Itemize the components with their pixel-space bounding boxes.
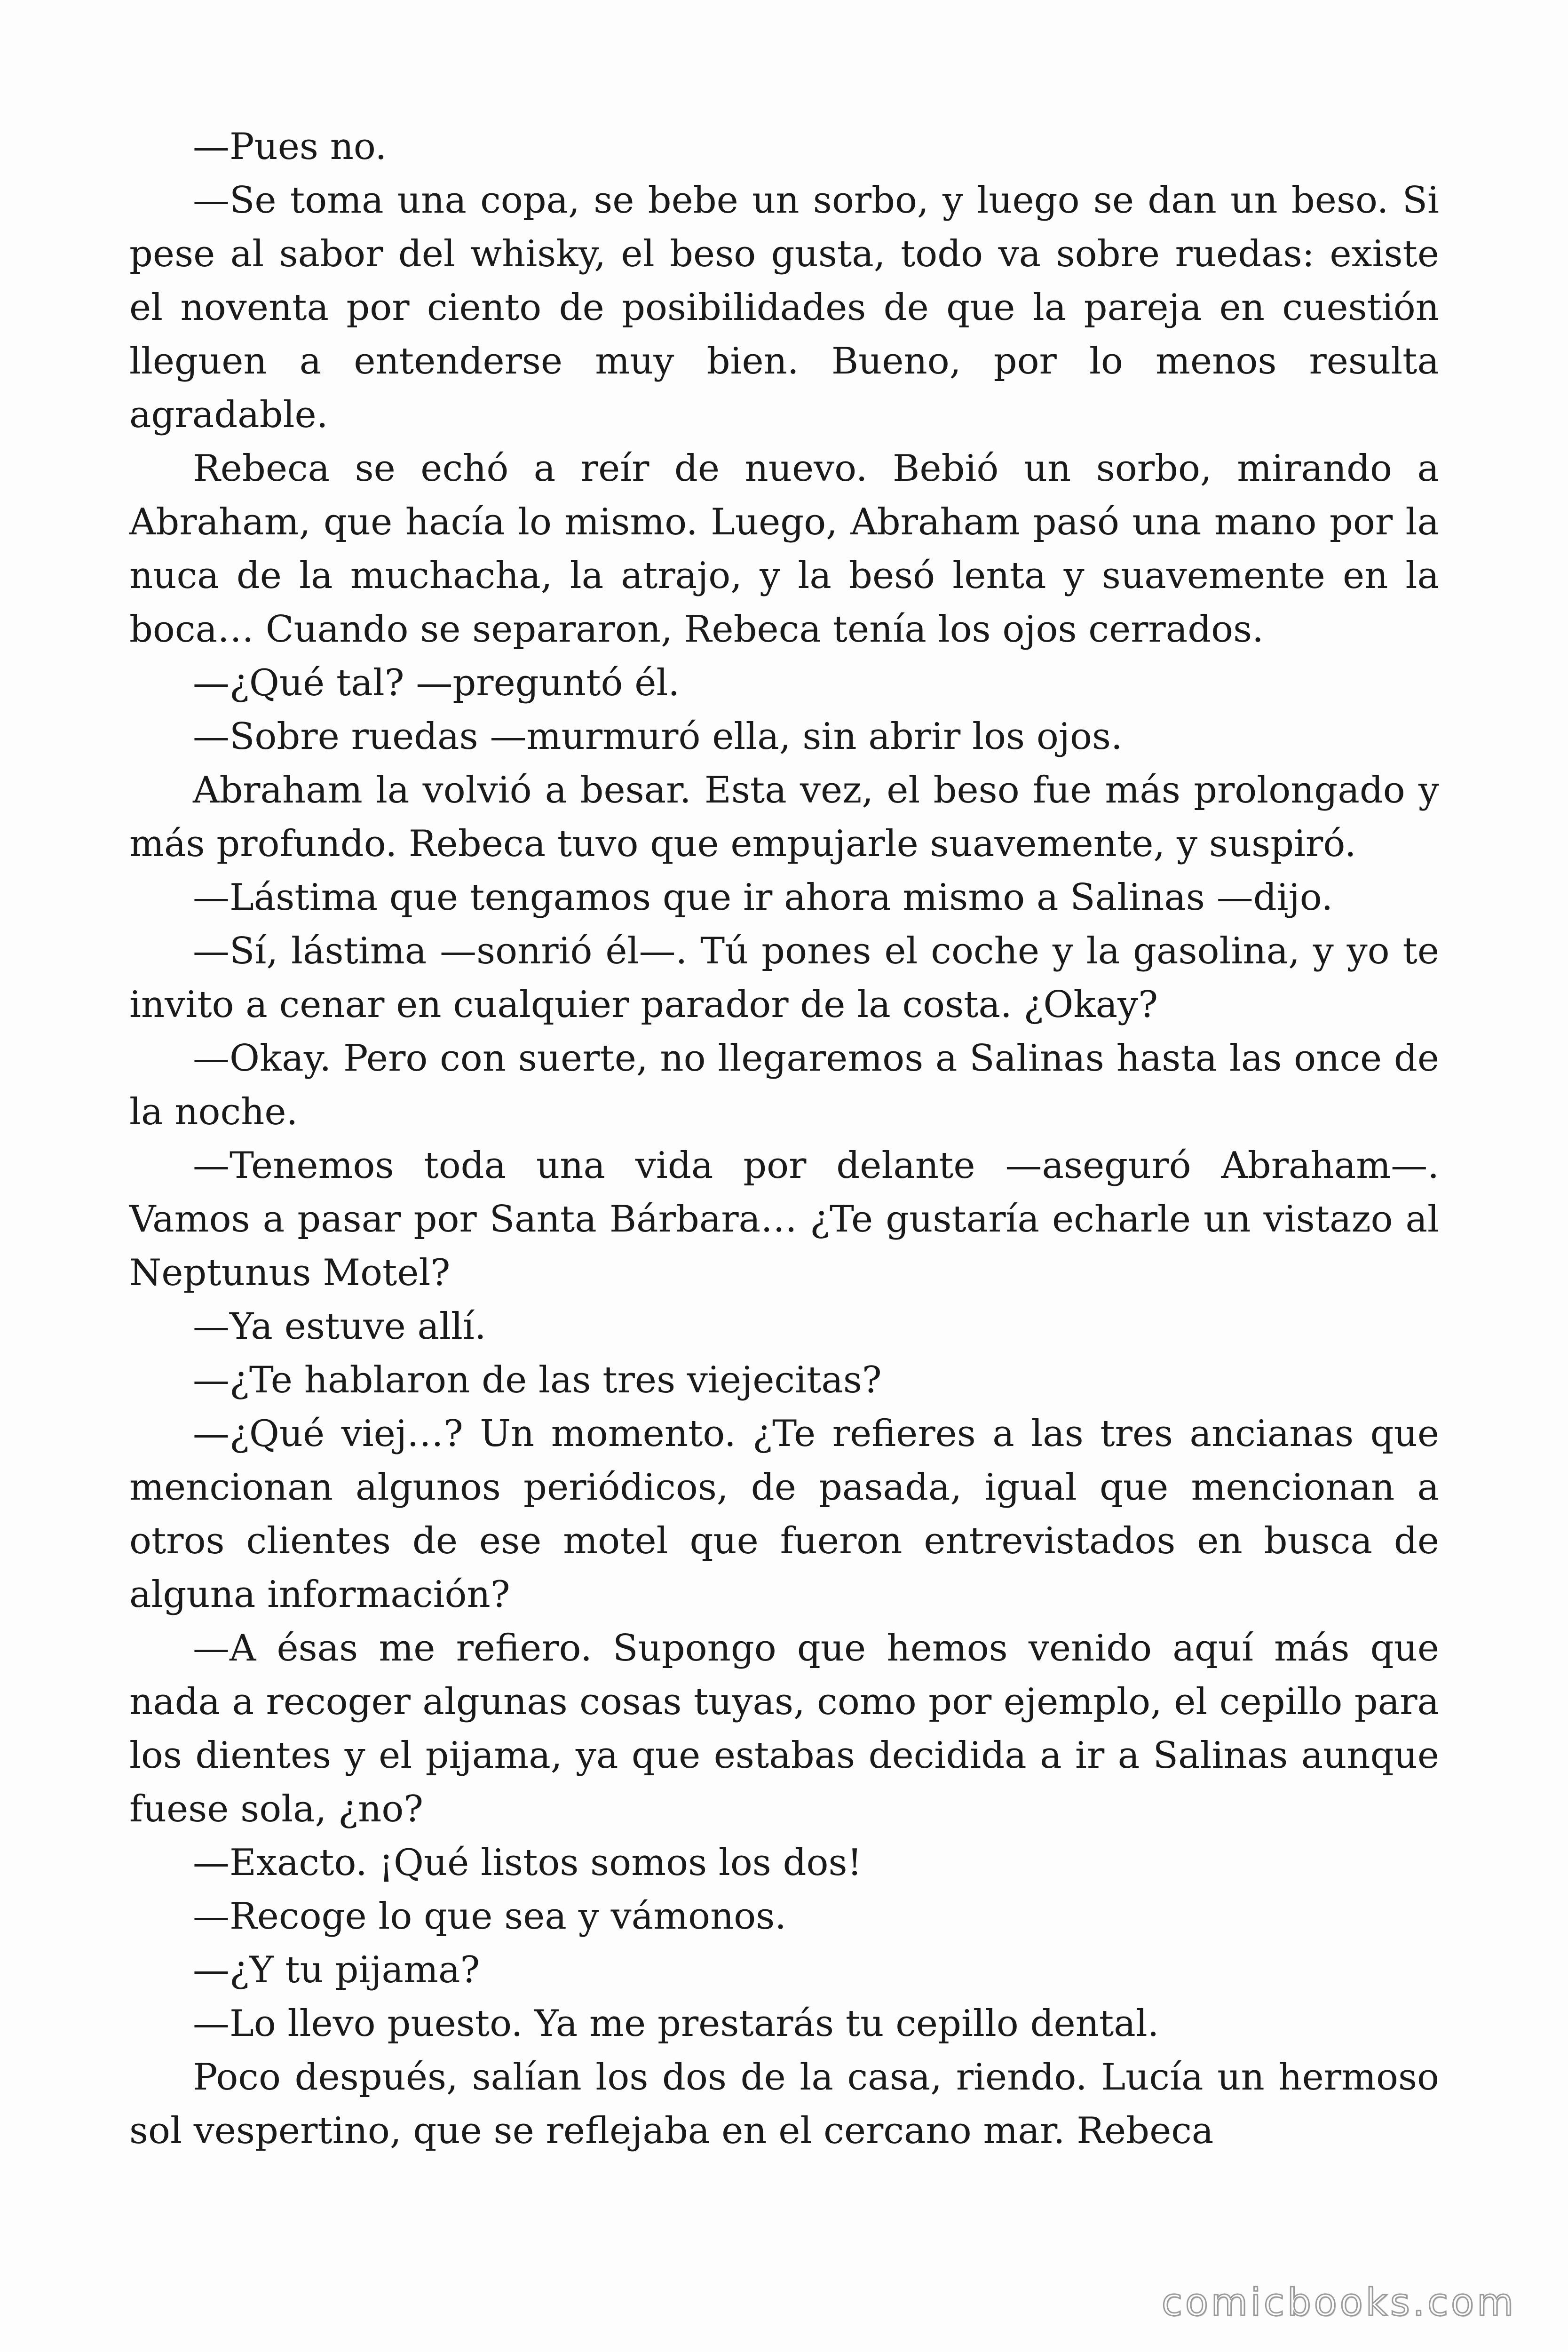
paragraph-16: —Recoge lo que sea y vámonos. [193, 1895, 787, 1938]
paragraph-2: —Se toma una copa, se bebe un sorbo, y luego se dan un beso. Si pese al sabor del whisky, el beso gusta, todo va sobre ruedas: existe el noventa por ciento de posibilidades de que la pareja en cuestión lleguen a entenderse muy bien. Bueno, por lo menos resulta agradable. [129, 179, 1439, 436]
paragraph-15: —Exacto. ¡Qué listos somos los dos! [193, 1842, 862, 1884]
paragraph-17: —¿Y tu pijama? [193, 1949, 480, 1991]
paragraph-8: —Sí, lástima —sonrió él—. Tú pones el coche y la gasolina, y yo te invito a cenar en cualquier parador de la costa. ¿Okay? [129, 930, 1439, 1026]
paragraph-11: —Ya estuve allí. [193, 1305, 486, 1348]
paragraph-1: —Pues no. [193, 126, 387, 168]
paragraph-6: Abraham la volvió a besar. Esta vez, el beso fue más prolongado y más profundo. Rebeca tuvo que empujarle suavemente, y suspiró. [129, 769, 1439, 865]
paragraph-12: —¿Te hablaron de las tres viejecitas? [193, 1359, 882, 1401]
paragraph-10: —Tenemos toda una vida por delante —aseguró Abraham—. Vamos a pasar por Santa Bárbara… ¿Te gustaría echarle un vistazo al Neptunus Motel? [129, 1144, 1439, 1294]
paragraph-7: —Lástima que tengamos que ir ahora mismo a Salinas —dijo. [193, 876, 1333, 919]
paragraph-4: —¿Qué tal? —preguntó él. [193, 662, 680, 704]
paragraph-18: —Lo llevo puesto. Ya me prestarás tu cepillo dental. [193, 2002, 1159, 2045]
paragraph-13: —¿Qué viej…? Un momento. ¿Te refieres a las tres ancianas que mencionan algunos periódicos, de pasada, igual que mencionan a otros clientes de ese motel que fueron entrevistados en busca de alguna información? [129, 1413, 1439, 1616]
paragraph-3: Rebeca se echó a reír de nuevo. Bebió un sorbo, mirando a Abraham, que hacía lo mismo. Luego, Abraham pasó una mano por la nuca de la muchacha, la atrajo, y la besó lenta y suavemente en la boca… Cuando se separaron, Rebeca tenía los ojos cerrados. [129, 447, 1439, 651]
paragraph-19: Poco después, salían los dos de la casa, riendo. Lucía un hermoso sol vespertino, que se reflejaba en el cercano mar. Rebeca [129, 2056, 1439, 2152]
paragraph-9: —Okay. Pero con suerte, no llegaremos a Salinas hasta las once de la noche. [129, 1037, 1439, 1133]
page-body-text [129, 120, 1439, 2158]
watermark-logo: comicbooks.com [1161, 2280, 1516, 2324]
paragraph-14: —A ésas me refiero. Supongo que hemos venido aquí más que nada a recoger algunas cosas tuyas, como por ejemplo, el cepillo para los dientes y el pijama, ya que estabas decidida a ir a Salinas aunque fuese sola, ¿no? [129, 1627, 1439, 1830]
paragraph-5: —Sobre ruedas —murmuró ella, sin abrir los ojos. [193, 715, 1123, 758]
